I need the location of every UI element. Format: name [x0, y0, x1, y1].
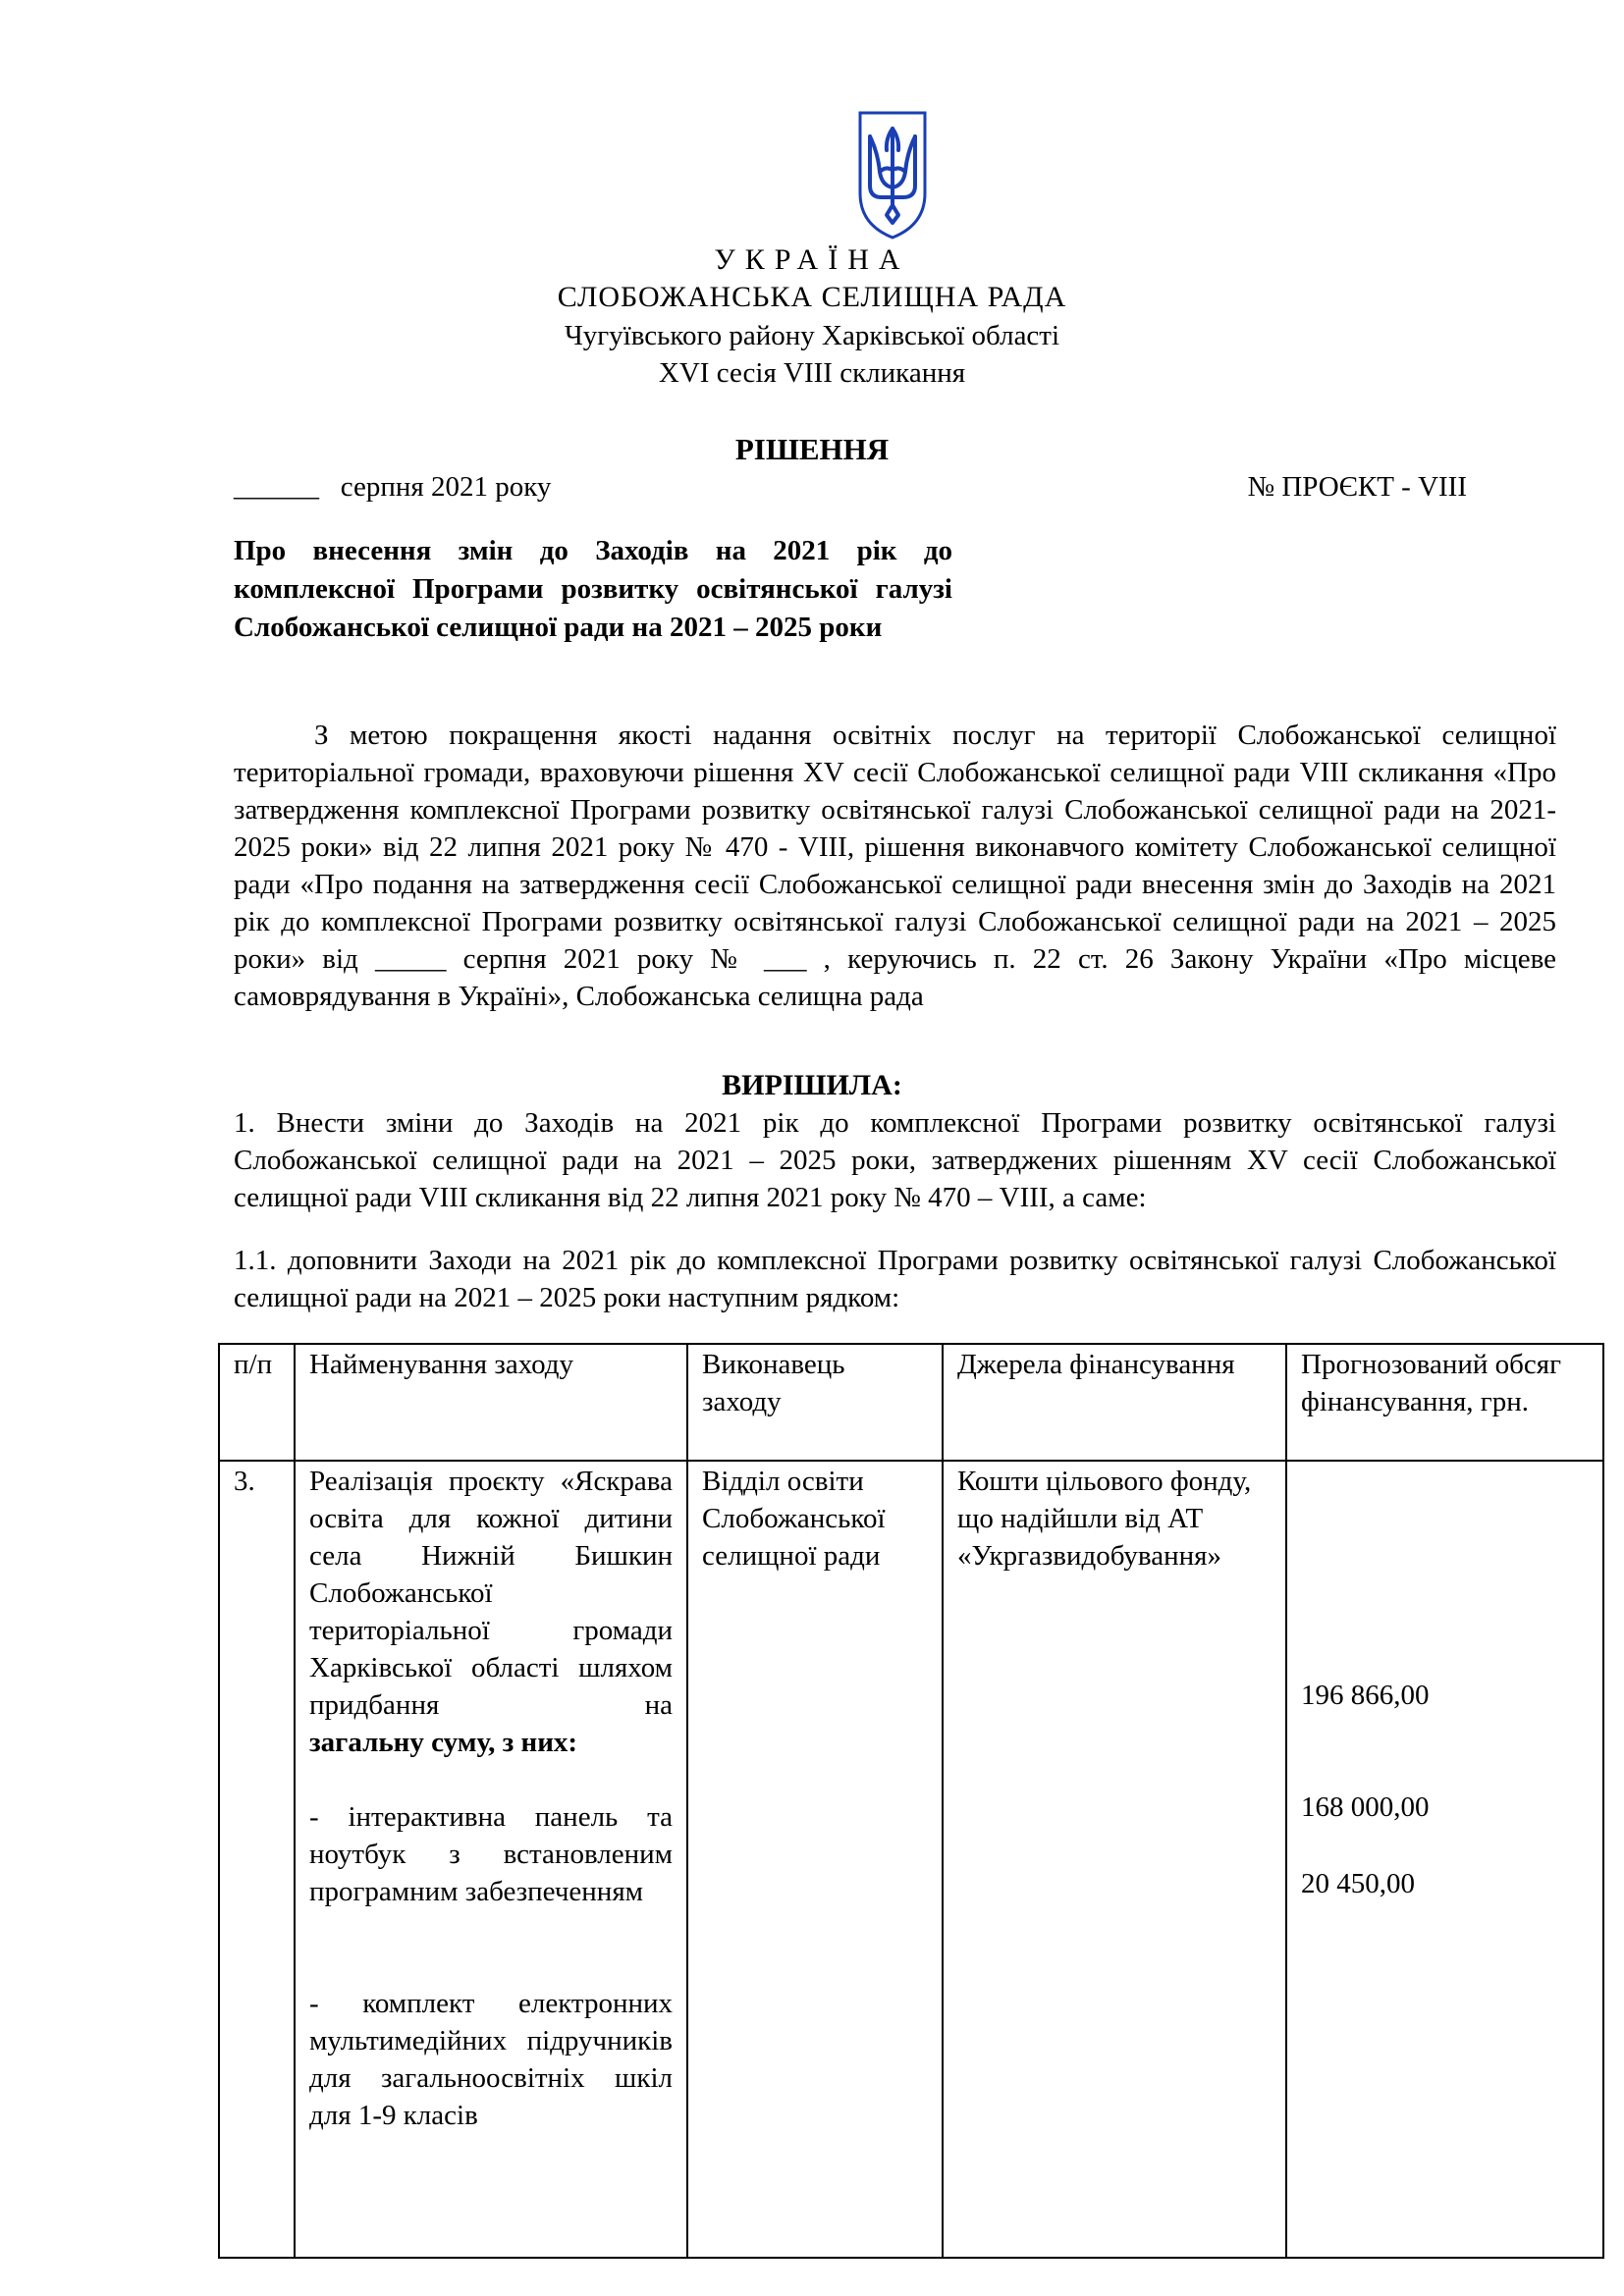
row-item-b: - комплект електронних мультимедійних підручників для загальноосвітніх шкіл для 1-9 класів — [309, 1988, 673, 2131]
council-name: СЛОБОЖАНСЬКА СЕЛИЩНА РАДА — [557, 281, 1067, 313]
country-name: УКРАЇНА — [714, 243, 910, 276]
row-name-main: Реалізація проєкту «Яскрава освіта для кожної дитини села Нижній Бишкин Слобожанської територіальної громади Харківської області шляхом придбання на — [309, 1466, 673, 1721]
header-num: п/п — [219, 1344, 295, 1461]
item-1-paragraph: 1. Внести зміни до Заходів на 2021 рік до комплексної Програми розвитку освітянської галузі Слобожанської селищної ради на 2021 – 2025 роки, затверджених рішенням XV сесії Слобожанської селищної ради VIII скликання від 22 липня 2021 року № 470 – VIII, а саме: — [234, 1107, 1556, 1213]
header-executor: Виконавець заходу — [687, 1344, 943, 1461]
table-header-row — [219, 1344, 1603, 1461]
row-amounts — [1286, 1461, 1603, 2258]
date-text: серпня 2021 року — [340, 471, 552, 503]
header-source: Джерела фінансування — [943, 1344, 1286, 1461]
header-name: Найменування заходу — [295, 1344, 687, 1461]
row-name — [295, 1461, 687, 2258]
table-row — [219, 1461, 1603, 2258]
item-1-1-paragraph: 1.1. доповнити Заходи на 2021 рік до комплексної Програми розвитку освітянської галузі Слобожанської селищної ради на 2021 – 2025 роки наступним рядком: — [234, 1245, 1556, 1313]
measures-table — [218, 1343, 1604, 2259]
amount-total: 196 866,00 — [1301, 1680, 1430, 1711]
row-item-a: - інтерактивна панель та ноутбук з встановленим програмним забезпеченням — [309, 1801, 673, 1907]
decision-date — [234, 469, 551, 505]
row-source: Кошти цільового фонду, що надійшли від АТ «Укргазвидобування» — [943, 1461, 1286, 2258]
row-executor: Відділ освіти Слобожанської селищної ради — [687, 1461, 943, 2258]
intro-paragraph: З метою покращення якості надання освітніх послуг на території Слобожанської селищної територіальної громади, враховуючи рішення XV сесії Слобожанської селищної ради VIII скликання «Про затвердження комплексної Програми розвитку освітянської галузі Слобожанської селищної ради на 2021-2025 роки» від 22 липня 2021 року № 470 - VIII, рішення виконавчого комітету Слобожанської селищної ради «Про подання на затвердження сесії Слобожанської селищної ради внесення змін до Заходів на 2021 рік до комплексної Програми розвитку освітянської галузі Слобожанської селищної ради на 2021 – 2025 роки» від _____ серпня 2021 року № ___ , керуючись п. 22 ст. 26 Закону України «Про місцеве самоврядування в Україні», Слобожанська селищна рада — [234, 720, 1556, 1012]
header-amount: Прогнозований обсяг фінансування, грн. — [1286, 1344, 1603, 1461]
row-num: 3. — [219, 1461, 295, 2258]
document-title: РІШЕННЯ — [734, 432, 890, 466]
decided-heading: ВИРІШИЛА: — [722, 1069, 902, 1101]
decision-subject: Про внесення змін до Заходів на 2021 рік до комплексної Програми розвитку освітянської галузі Слобожанської селищної ради на 2021 – 2025 роки — [234, 535, 952, 643]
amount-item-a: 168 000,00 — [1301, 1791, 1430, 1823]
date-blank: ______ — [234, 471, 319, 503]
district-line: Чугуївського району Харківської області — [564, 320, 1060, 351]
decision-number: № ПРОЄКТ - VIII — [1247, 471, 1467, 503]
row-name-total: загальну суму, з них: — [309, 1727, 578, 1758]
amount-item-b: 20 450,00 — [1301, 1868, 1415, 1899]
coat-of-arms-icon — [856, 109, 929, 241]
session-line: XVI сесія VIII скликання — [658, 357, 966, 389]
